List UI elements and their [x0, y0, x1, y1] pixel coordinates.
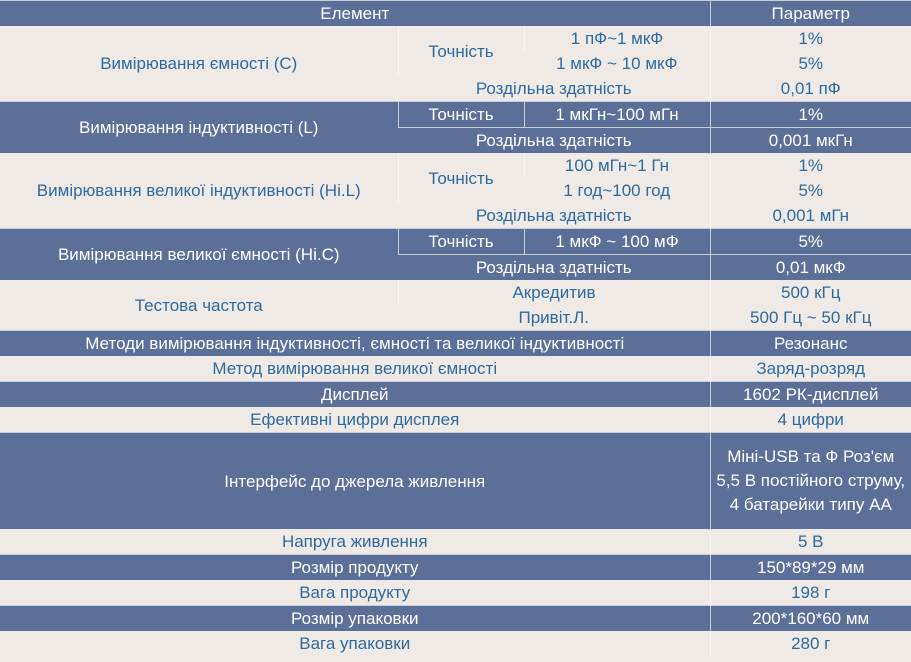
capacitance-accuracy-label: Точність [398, 26, 524, 76]
table-row [0, 356, 911, 382]
capacitance-value-2: 5% [710, 51, 911, 76]
inductance-resolution-label: Роздільна здатність [398, 128, 710, 154]
display-value: 1602 РК-дисплей [710, 382, 911, 408]
high-inductance-accuracy-label: Точність [398, 153, 524, 203]
test-frequency-value-2: 500 Гц ~ 50 кГц [710, 305, 911, 331]
high-capacitance-resolution-label: Роздільна здатність [398, 255, 710, 281]
inductance-resolution: 0,001 мкГн [710, 128, 911, 154]
methods-label: Методи вимірювання індуктивності, ємності та великої індуктивності [0, 331, 710, 357]
inductance-accuracy-label: Точність [398, 102, 524, 128]
package-weight-label: Вага упаковки [0, 631, 710, 656]
display-label: Дисплей [0, 382, 710, 408]
capacitance-range-2: 1 мкФ ~ 10 мкФ [524, 51, 710, 76]
high-inductance-resolution-label: Роздільна здатність [398, 203, 710, 229]
capacitance-label: Вимірювання ємності (C) [0, 26, 398, 102]
table-row [0, 382, 911, 408]
header-parameter: Параметр [710, 1, 911, 27]
digits-value: 4 цифри [710, 407, 911, 433]
table-row [0, 631, 911, 656]
method-hic-label: Метод вимірювання великої ємності [0, 356, 710, 382]
test-frequency-sub-1: Акредитив [398, 280, 710, 305]
power-interface-label: Інтерфейс до джерела живлення [0, 433, 710, 530]
package-size-value: 200*160*60 мм [710, 606, 911, 632]
table-row [0, 555, 911, 581]
product-size-label: Розмір продукту [0, 555, 710, 581]
capacitance-value-1: 1% [710, 26, 911, 51]
table-row [0, 26, 911, 51]
capacitance-range-1: 1 пФ~1 мкФ [524, 26, 710, 51]
table-row [0, 529, 911, 555]
high-inductance-label: Вимірювання великої індуктивності (Hi.L) [0, 153, 398, 229]
table-row [0, 580, 911, 606]
power-interface-value: Міні-USB та Ф Роз'єм 5,5 В постійного струму, 4 батарейки типу AA [710, 433, 911, 530]
high-capacitance-label: Вимірювання великої ємності (Hi.C) [0, 229, 398, 281]
voltage-label: Напруга живлення [0, 529, 710, 555]
method-hic-value: Заряд-розряд [710, 356, 911, 382]
package-size-label: Розмір упаковки [0, 606, 710, 632]
table-row [0, 153, 911, 178]
digits-label: Ефективні цифри дисплея [0, 407, 710, 433]
table-row [0, 280, 911, 305]
voltage-value: 5 В [710, 529, 911, 555]
high-capacitance-range-1: 1 мкФ ~ 100 мФ [524, 229, 710, 255]
table-row [0, 433, 911, 530]
high-inductance-value-1: 1% [710, 153, 911, 178]
capacitance-resolution-label: Роздільна здатність [398, 76, 710, 102]
table-row [0, 102, 911, 128]
header-element: Елемент [0, 1, 710, 27]
capacitance-resolution: 0,01 пФ [710, 76, 911, 102]
high-inductance-resolution: 0,001 мГн [710, 203, 911, 229]
table-row [0, 606, 911, 632]
package-weight-value: 280 г [710, 631, 911, 656]
high-inductance-value-2: 5% [710, 178, 911, 203]
inductance-label: Вимірювання індуктивності (L) [0, 102, 398, 154]
test-frequency-sub-2: Привіт.Л. [398, 305, 710, 331]
table-row [0, 331, 911, 357]
product-weight-label: Вага продукту [0, 580, 710, 606]
high-capacitance-accuracy-label: Точність [398, 229, 524, 255]
high-inductance-range-1: 100 мГн~1 Гн [524, 153, 710, 178]
high-capacitance-value-1: 5% [710, 229, 911, 255]
product-size-value: 150*89*29 мм [710, 555, 911, 581]
table-row [0, 407, 911, 433]
inductance-range-1: 1 мкГн~100 мГн [524, 102, 710, 128]
inductance-value-1: 1% [710, 102, 911, 128]
methods-value: Резонанс [710, 331, 911, 357]
product-weight-value: 198 г [710, 580, 911, 606]
high-inductance-range-2: 1 год~100 год [524, 178, 710, 203]
high-capacitance-resolution: 0,01 мкФ [710, 255, 911, 281]
test-frequency-label: Тестова частота [0, 280, 398, 331]
test-frequency-value-1: 500 кГц [710, 280, 911, 305]
table-row [0, 229, 911, 255]
header-row [0, 1, 911, 27]
